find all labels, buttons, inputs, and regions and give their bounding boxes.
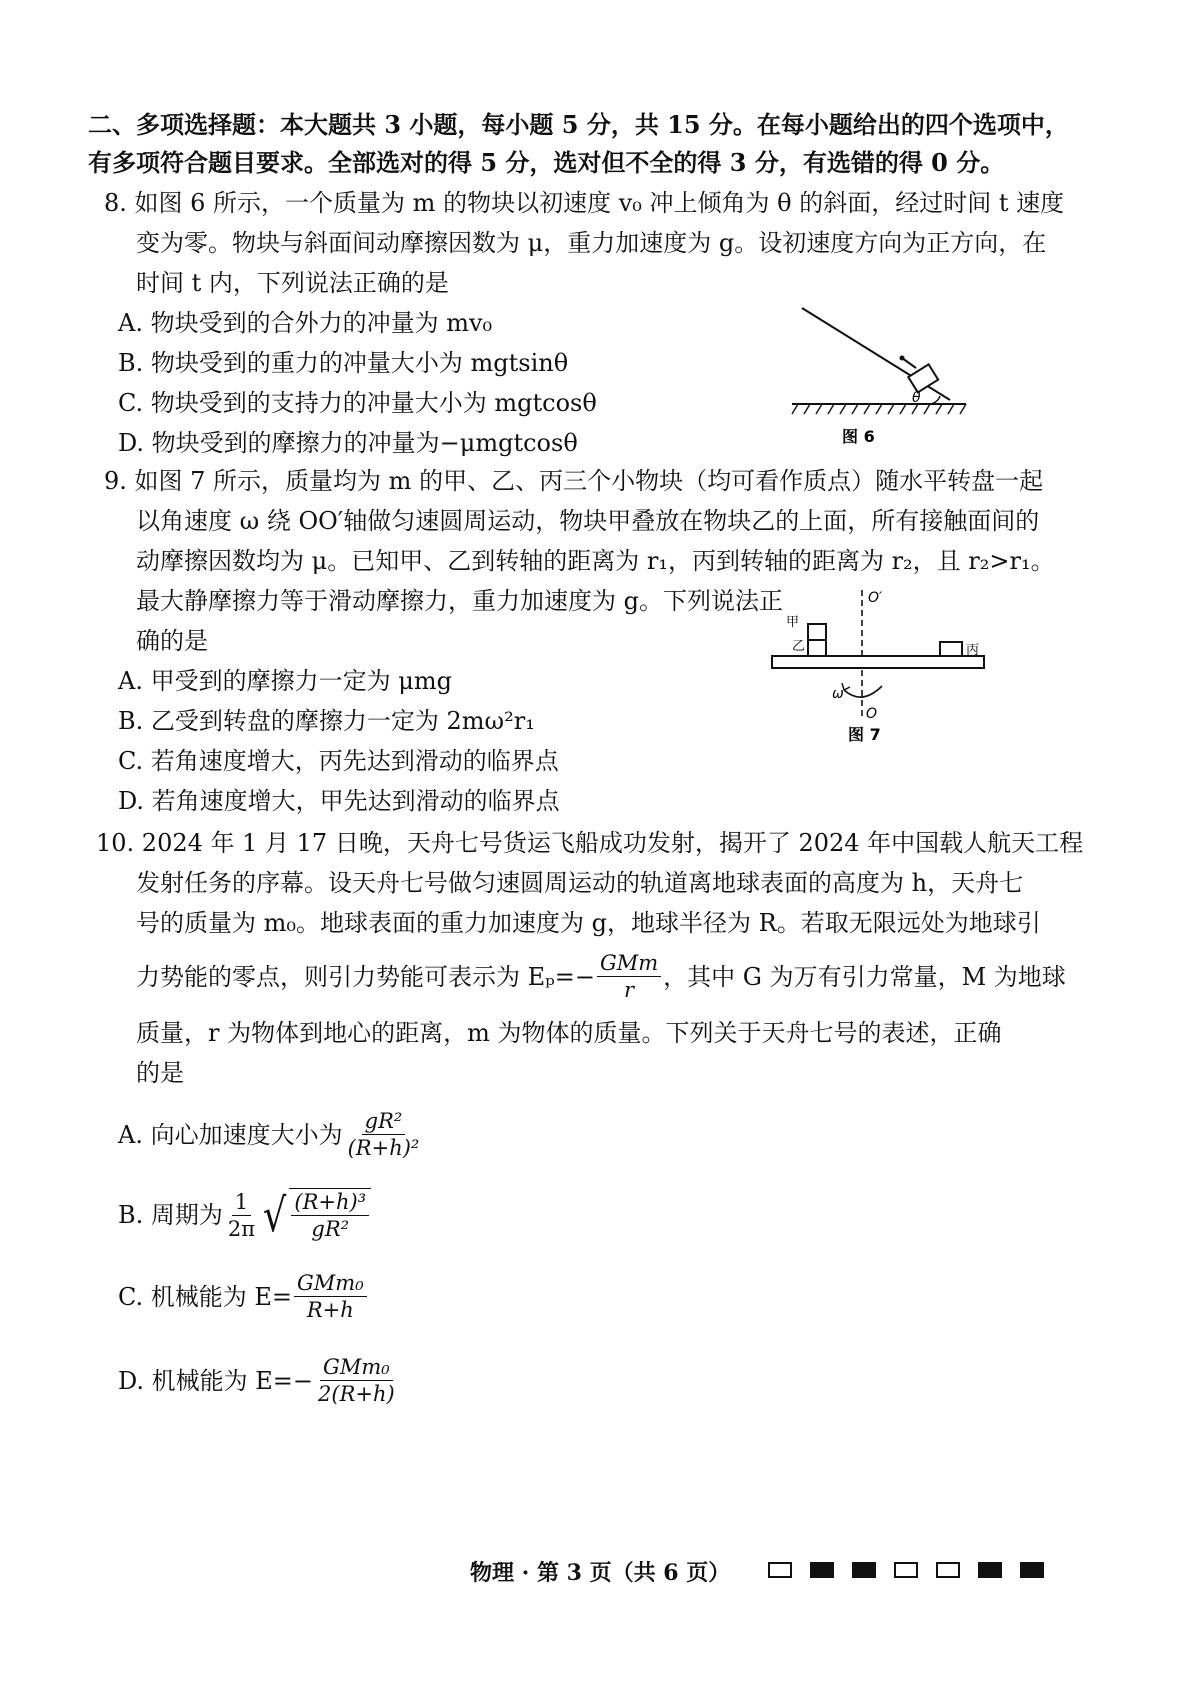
- footer-mark-6: [978, 1562, 1002, 1578]
- q10-option-d-fraction: [315, 1354, 398, 1407]
- figure-7-turntable: [770, 586, 990, 756]
- q10-line4-pre: 力势能的零点，则引力势能可表示为 Eₚ=−: [136, 962, 595, 991]
- q9-option-d: D. 若角速度增大，甲先达到滑动的临界点: [118, 787, 560, 815]
- q8-line3: 时间 t 内，下列说法正确的是: [136, 269, 449, 297]
- q9-option-c: C. 若角速度增大，丙先达到滑动的临界点: [118, 747, 559, 775]
- q10-option-c-denominator: R+h: [306, 1298, 354, 1322]
- q10-line1: 10. 2024 年 1 月 17 日晚，天舟七号货运飞船成功发射，揭开了 2024 年中国载人航天工程: [96, 829, 1084, 857]
- sqrt-sign: √: [263, 1188, 287, 1242]
- q10-option-b-coef-numerator: 1: [232, 1189, 251, 1216]
- block-bing: [940, 642, 962, 656]
- q9-line2: 以角速度 ω 绕 OO′轴做匀速圆周运动，物块甲叠放在物块乙的上面，所有接触面间的: [136, 507, 1040, 535]
- label-jia: 甲: [786, 615, 800, 630]
- q9-line4: 最大静摩擦力等于滑动摩擦力，重力加速度为 g。下列说法正: [136, 587, 783, 615]
- q10-option-b: [118, 1188, 371, 1242]
- section-header-line2: 有多项符合题目要求。全部选对的得 5 分，选对但不全的得 3 分，有选错的得 0 分。: [88, 148, 1005, 177]
- q10-option-c-fraction: [294, 1270, 367, 1323]
- q9-line1: 9. 如图 7 所示，质量均为 m 的甲、乙、丙三个小物块（均可看作质点）随水平转盘一起: [104, 467, 1044, 495]
- q10-option-b-coef-denominator: 2π: [227, 1216, 256, 1241]
- footer-mark-2: [810, 1562, 834, 1578]
- footer-mark-3: [852, 1562, 876, 1578]
- footer-mark-1: [768, 1562, 792, 1578]
- figure-7-caption: 图 7: [848, 725, 881, 744]
- potential-energy-numerator: GMm: [597, 950, 661, 977]
- footer-mark-7: [1020, 1562, 1044, 1578]
- q8-line2: 变为零。物块与斜面间动摩擦因数为 μ，重力加速度为 g。设初速度方向为正方向，在: [136, 229, 1047, 257]
- q10-option-b-rad-numerator: (R+h)³: [291, 1189, 369, 1216]
- figure-6-angle-label: θ: [912, 390, 921, 406]
- q10-option-a-label: A. 向心加速度大小为: [118, 1120, 343, 1149]
- q10-option-c-label: C. 机械能为 E=: [118, 1282, 293, 1311]
- label-bing: 丙: [966, 643, 980, 658]
- q10-option-b-label: B. 周期为: [118, 1201, 223, 1229]
- q10-line2: 发射任务的序幕。设天舟七号做匀速圆周运动的轨道离地球表面的高度为 h，天舟七: [136, 869, 1024, 897]
- q10-line3: 号的质量为 m₀。地球表面的重力加速度为 g，地球半径为 R。若取无限远处为地球引: [136, 909, 1041, 937]
- potential-energy-fraction: [597, 950, 661, 1003]
- q8-line1: 8. 如图 6 所示，一个质量为 m 的物块以初速度 v₀ 冲上倾角为 θ 的斜面，经过时间 t 速度: [104, 189, 1065, 217]
- q8-option-a: A. 物块受到的合外力的冲量为 mv₀: [118, 309, 493, 337]
- figure-6-incline: [790, 296, 990, 466]
- q9-option-b: B. 乙受到转盘的摩擦力一定为 2mω²r₁: [118, 707, 535, 735]
- q8-option-c: C. 物块受到的支持力的冲量大小为 mgtcosθ: [118, 389, 597, 417]
- q10-option-b-radical: [260, 1188, 371, 1242]
- q8-option-b: B. 物块受到的重力的冲量大小为 mgtsinθ: [118, 349, 569, 377]
- q10-option-a-denominator: (R+h)²: [347, 1136, 420, 1160]
- q9-line5: 确的是: [136, 627, 208, 655]
- figure-7-bottom-axis-label: O: [866, 706, 878, 722]
- q9-line3: 动摩擦因数均为 μ。已知甲、乙到转轴的距离为 r₁，丙到转轴的距离为 r₂，且 r₂>r₁。: [136, 547, 1055, 575]
- q8-option-d: D. 物块受到的摩擦力的冲量为−μmgtcosθ: [118, 429, 578, 457]
- q10-option-b-radicand: [291, 1189, 369, 1242]
- answer-sheet-marks: [768, 1562, 1044, 1578]
- figure-7-top-axis-label: O′: [868, 590, 883, 606]
- potential-energy-denominator: r: [624, 978, 635, 1002]
- label-yi: 乙: [792, 639, 806, 654]
- label-omega: ω: [832, 686, 844, 702]
- section-header-line1: 二、多项选择题：本大题共 3 小题，每小题 5 分，共 15 分。在每小题给出的四个选项中，: [88, 110, 1069, 139]
- q10-option-c-numerator: GMm₀: [294, 1270, 367, 1297]
- q10-option-d-numerator: GMm₀: [320, 1354, 393, 1381]
- q10-option-d-denominator: 2(R+h): [318, 1382, 395, 1406]
- q10-line4: [136, 950, 1066, 1003]
- footer-mark-5: [936, 1562, 960, 1578]
- q10-line4-post: ，其中 G 为万有引力常量，M 为地球: [663, 962, 1066, 991]
- q10-option-d-label: D. 机械能为 E=−: [118, 1366, 314, 1395]
- q10-option-c: [118, 1270, 369, 1323]
- q10-option-b-coefficient: [225, 1189, 258, 1242]
- block-yi: [808, 640, 826, 656]
- q10-line5: 质量，r 为物体到地心的距离，m 为物体的质量。下列关于天舟七号的表述，正确: [136, 1019, 1002, 1047]
- q10-option-a-fraction: [345, 1108, 423, 1161]
- q10-option-d: [118, 1354, 400, 1407]
- q10-line6: 的是: [136, 1059, 184, 1087]
- q10-option-a-numerator: gR²: [362, 1108, 406, 1135]
- block-jia: [808, 624, 826, 640]
- footer-mark-4: [894, 1562, 918, 1578]
- page-footer: 物理 · 第 3 页（共 6 页）: [470, 1560, 731, 1586]
- figure-6-caption: 图 6: [842, 427, 875, 446]
- q9-option-a: A. 甲受到的摩擦力一定为 μmg: [118, 667, 452, 695]
- q10-option-b-rad-denominator: gR²: [311, 1217, 350, 1241]
- q10-option-a: [118, 1108, 424, 1161]
